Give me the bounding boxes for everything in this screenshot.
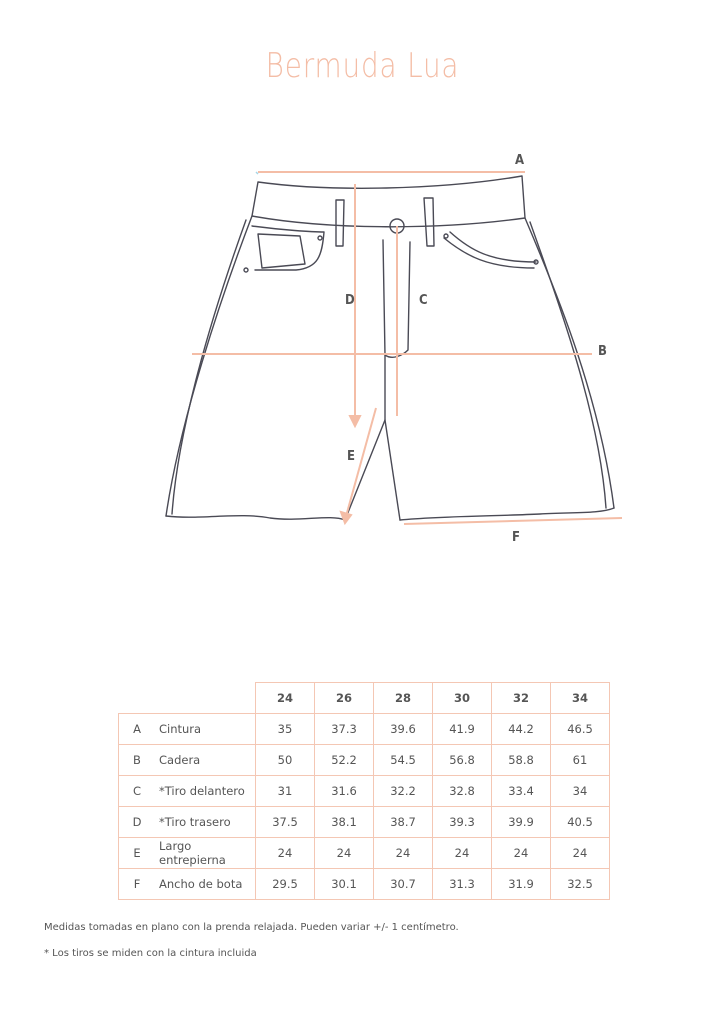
table-cell: 29.5 [256,869,315,900]
table-cell: 31.9 [492,869,551,900]
table-cell: 24 [492,838,551,869]
table-cell: 31.3 [433,869,492,900]
table-cell: 24 [433,838,492,869]
row-letter: D [119,807,156,838]
size-24: 24 [256,683,315,714]
row-letter: A [119,714,156,745]
label-c: C [419,293,428,308]
label-d: D [345,293,355,308]
rise-note: * Los tiros se miden con la cintura incluida [44,948,257,959]
label-b: B [598,344,607,359]
table-row [119,869,610,900]
table-cell: 39.6 [374,714,433,745]
label-f: F [512,530,520,545]
row-name: Largo entrepierna [155,838,256,869]
table-row [119,838,610,869]
table-cell: 24 [315,838,374,869]
table-cell: 32.8 [433,776,492,807]
table-cell: 46.5 [551,714,610,745]
table-cell: 32.5 [551,869,610,900]
table-row [119,776,610,807]
table-cell: 37.3 [315,714,374,745]
table-cell: 37.5 [256,807,315,838]
table-cell: 58.8 [492,745,551,776]
table-cell: 44.2 [492,714,551,745]
table-cell: 35 [256,714,315,745]
size-chart-table [118,682,610,900]
table-cell: 30.1 [315,869,374,900]
row-letter: F [119,869,156,900]
table-row [119,714,610,745]
row-letter: C [119,776,156,807]
table-row [119,807,610,838]
table-cell: 54.5 [374,745,433,776]
row-name: *Tiro trasero [155,807,256,838]
row-letter: E [119,838,156,869]
table-cell: 39.9 [492,807,551,838]
row-name: Cintura [155,714,256,745]
row-letter: B [119,745,156,776]
table-cell: 56.8 [433,745,492,776]
size-28: 28 [374,683,433,714]
table-cell: 33.4 [492,776,551,807]
row-name: *Tiro delantero [155,776,256,807]
page-title: Bermuda Lua [265,46,460,86]
size-32: 32 [492,683,551,714]
table-cell: 41.9 [433,714,492,745]
table-row [119,745,610,776]
size-header-row [119,683,610,714]
label-a: A [515,153,525,168]
label-e: E [347,449,355,464]
table-cell: 39.3 [433,807,492,838]
table-cell: 40.5 [551,807,610,838]
table-cell: 30.7 [374,869,433,900]
table-cell: 31 [256,776,315,807]
table-cell: 50 [256,745,315,776]
size-26: 26 [315,683,374,714]
measurement-note: Medidas tomadas en plano con la prenda relajada. Pueden variar +/- 1 centímetro. [44,922,459,933]
table-cell: 61 [551,745,610,776]
table-cell: 24 [374,838,433,869]
table-cell: 24 [551,838,610,869]
table-cell: 38.7 [374,807,433,838]
table-cell: 34 [551,776,610,807]
table-cell: 24 [256,838,315,869]
row-name: Ancho de bota [155,869,256,900]
table-cell: 38.1 [315,807,374,838]
table-cell: 52.2 [315,745,374,776]
size-34: 34 [551,683,610,714]
size-30: 30 [433,683,492,714]
shorts-diagram [0,140,725,560]
table-cell: 32.2 [374,776,433,807]
table-cell: 31.6 [315,776,374,807]
row-name: Cadera [155,745,256,776]
